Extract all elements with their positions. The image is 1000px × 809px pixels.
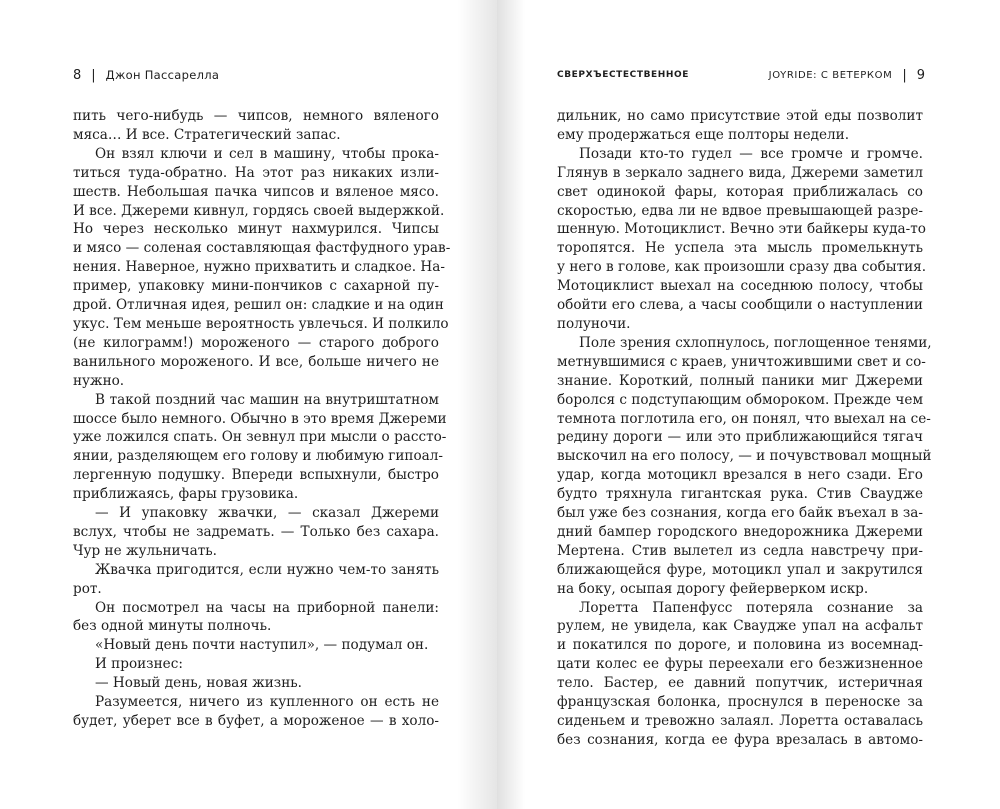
text-line: французская болонка, проснулся в переноске за bbox=[557, 694, 923, 711]
text-line: И произнес: bbox=[95, 656, 183, 673]
text-line: Разумеется, ничего из купленного он есть не bbox=[95, 694, 439, 711]
text-line: И все. Джереми кивнул, гордясь своей выдержкой. bbox=[73, 202, 445, 219]
text-line: дний бампер городского внедорожника Джереми bbox=[557, 523, 923, 540]
right-page bbox=[497, 0, 1000, 809]
text-line: Мотоциклист выехал на соседнюю полосу, чтобы bbox=[557, 278, 923, 295]
text-line: Позади кто-то гудел — все громче и громче. bbox=[579, 145, 923, 162]
text-line: выскочил на его полосу, — и почувствовал мощный bbox=[557, 448, 932, 465]
text-line: Он посмотрел на часы на приборной панели: bbox=[95, 599, 439, 616]
text-line: уже ложился спать. Он зевнул при мысли о рассто- bbox=[73, 429, 447, 446]
text-line: Чур не жульничать. bbox=[73, 542, 217, 559]
header-separator: | bbox=[91, 67, 96, 83]
text-line: «Новый день почти наступил», — подумал он. bbox=[95, 637, 429, 654]
text-line: (не килограмм!) мороженого — старого доброго bbox=[73, 334, 439, 351]
text-line: янии, разделяющем его голову и любимую гипоал- bbox=[73, 448, 444, 465]
page-number: 9 bbox=[916, 67, 925, 83]
text-line: у него в голове, как произошли сразу два события. bbox=[557, 259, 927, 276]
text-line: дильник, но само присутствие этой еды позволит bbox=[557, 108, 923, 124]
text-line: был уже без сознания, когда его байк въехал в за- bbox=[557, 505, 923, 522]
text-line: укус. Тем меньше вероятность увлечься. И полкило bbox=[73, 315, 449, 332]
text-line: титься туда-обратно. На этот раз никаких изли- bbox=[73, 164, 439, 181]
text-line: — Новый день, новая жизнь. bbox=[95, 675, 302, 692]
text-line: рулем, не увидела, как Сваудже упал на асфальт bbox=[557, 618, 923, 635]
book-title: JOYRIDE: С ВЕТЕРКОМ bbox=[768, 69, 893, 81]
text-line: Глянув в зеркало заднего вида, Джереми заметил bbox=[557, 164, 923, 181]
text-line: редину дороги — или это приближающийся тягач bbox=[557, 429, 923, 446]
text-line: приближаясь, фары грузовика. bbox=[73, 486, 299, 503]
right-body-text bbox=[557, 107, 932, 750]
text-line: мяса… И все. Стратегический запас. bbox=[73, 126, 341, 143]
text-line: без одной минуты полночь. bbox=[73, 618, 272, 635]
text-line: ближающейся фуре, мотоцикл упал и закрутился bbox=[557, 561, 923, 578]
text-line: Поле зрения схлопнулось, поглощенное тенями, bbox=[579, 334, 932, 351]
text-line: нения. Наверное, нужно прихватить и сладкое. На- bbox=[73, 259, 445, 276]
text-line: удар, когда мотоцикл врезался в него сзади. Его bbox=[557, 467, 923, 484]
text-line: шоссе было немного. Обычно в это время Джереми bbox=[73, 410, 447, 427]
gutter-shadow bbox=[457, 0, 497, 809]
text-line: цати колес ее фуры переехали его безжизненное bbox=[557, 656, 923, 673]
text-line: вслух, чтобы не задремать. — Только без сахара. bbox=[73, 523, 439, 540]
text-line: Лоретта Папенфусс потеряла сознание за bbox=[579, 599, 923, 616]
author-name: Джон Пассарелла bbox=[105, 68, 220, 82]
text-line: тело. Бастер, ее давний попутчик, истеричная bbox=[557, 675, 923, 692]
left-page bbox=[0, 0, 497, 809]
page-number: 8 bbox=[73, 67, 82, 83]
text-line: Мертена. Стив вылетел из седла навстречу при- bbox=[557, 542, 923, 559]
text-line: пример, упаковку мини-пончиков с сахарной пу- bbox=[73, 278, 439, 295]
text-line: шенную. Мотоциклист. Вечно эти байкеры куда-то bbox=[557, 221, 926, 238]
text-line: будет, уберет все в буфет, а мороженое — в холо- bbox=[73, 713, 439, 729]
text-line: ему продержаться еще полторы недели. bbox=[557, 126, 850, 143]
text-line: боролся с подступающим обмороком. Прежде чем bbox=[557, 391, 924, 408]
text-line: торопятся. Не успела эта мысль промелькнуть bbox=[557, 240, 923, 257]
text-line: Но через несколько минут нахмурился. Чипсы bbox=[73, 221, 439, 238]
text-line: рот. bbox=[73, 580, 102, 597]
text-line: знание. Короткий, полный паники миг Джереми bbox=[557, 372, 923, 389]
header-right-group bbox=[769, 68, 925, 83]
text-line: лергенную подушку. Впереди вспыхнули, быстро bbox=[73, 467, 439, 484]
text-line: скоростью, едва ли не вдвое превышающей разре- bbox=[557, 202, 923, 219]
text-line: метнувшимися с краев, уничтожившими свет и со- bbox=[557, 353, 926, 370]
text-line: В такой поздний час машин на внутриштатном bbox=[95, 391, 439, 408]
text-line: без сознания, когда ее фура врезалась в автомо- bbox=[557, 731, 923, 748]
header-separator: | bbox=[902, 67, 907, 83]
gutter-shadow bbox=[497, 0, 525, 809]
text-line: и мясо — соленая составляющая фастфудного урав- bbox=[73, 240, 451, 257]
text-line: свет одинокой фары, которая приближалась со bbox=[557, 183, 923, 200]
left-running-header bbox=[73, 66, 219, 84]
text-line: нужно. bbox=[73, 372, 125, 389]
left-body-text bbox=[73, 107, 451, 731]
text-line: сиденьем и тревожно залаял. Лоретта оставалась bbox=[557, 713, 923, 729]
text-line: Жвачка пригодится, если нужно чем-то занять bbox=[95, 561, 439, 578]
text-line: дрой. Отличная идея, решил он: сладкие и на один bbox=[73, 297, 444, 314]
section-title: СВЕРХЪЕСТЕСТВЕННОЕ bbox=[557, 70, 690, 80]
text-line: обойти его слева, а часы сообщили о наступлении bbox=[557, 297, 923, 314]
text-line: на боку, осыпая дорогу фейерверком искр. bbox=[557, 580, 869, 597]
text-line: пить чего-нибудь — чипсов, немного вяленого bbox=[73, 108, 439, 124]
text-line: — И упаковку жвачки, — сказал Джереми bbox=[95, 505, 439, 522]
text-line: полуночи. bbox=[557, 315, 631, 332]
text-line: будто тряхнула гигантская рука. Стив Сваудже bbox=[557, 486, 923, 503]
text-line: Он взял ключи и сел в машину, чтобы прока- bbox=[95, 145, 439, 162]
text-line: и покатился по дороге, и половина из восемнад- bbox=[557, 637, 923, 654]
right-running-header bbox=[557, 66, 925, 84]
text-line: темнота поглотила его, он понял, что выехал на се- bbox=[557, 410, 931, 427]
text-line: шеств. Небольшая пачка чипсов и вяленое мясо. bbox=[73, 183, 439, 200]
text-line: ванильного мороженого. И все, больше ничего не bbox=[73, 353, 439, 370]
